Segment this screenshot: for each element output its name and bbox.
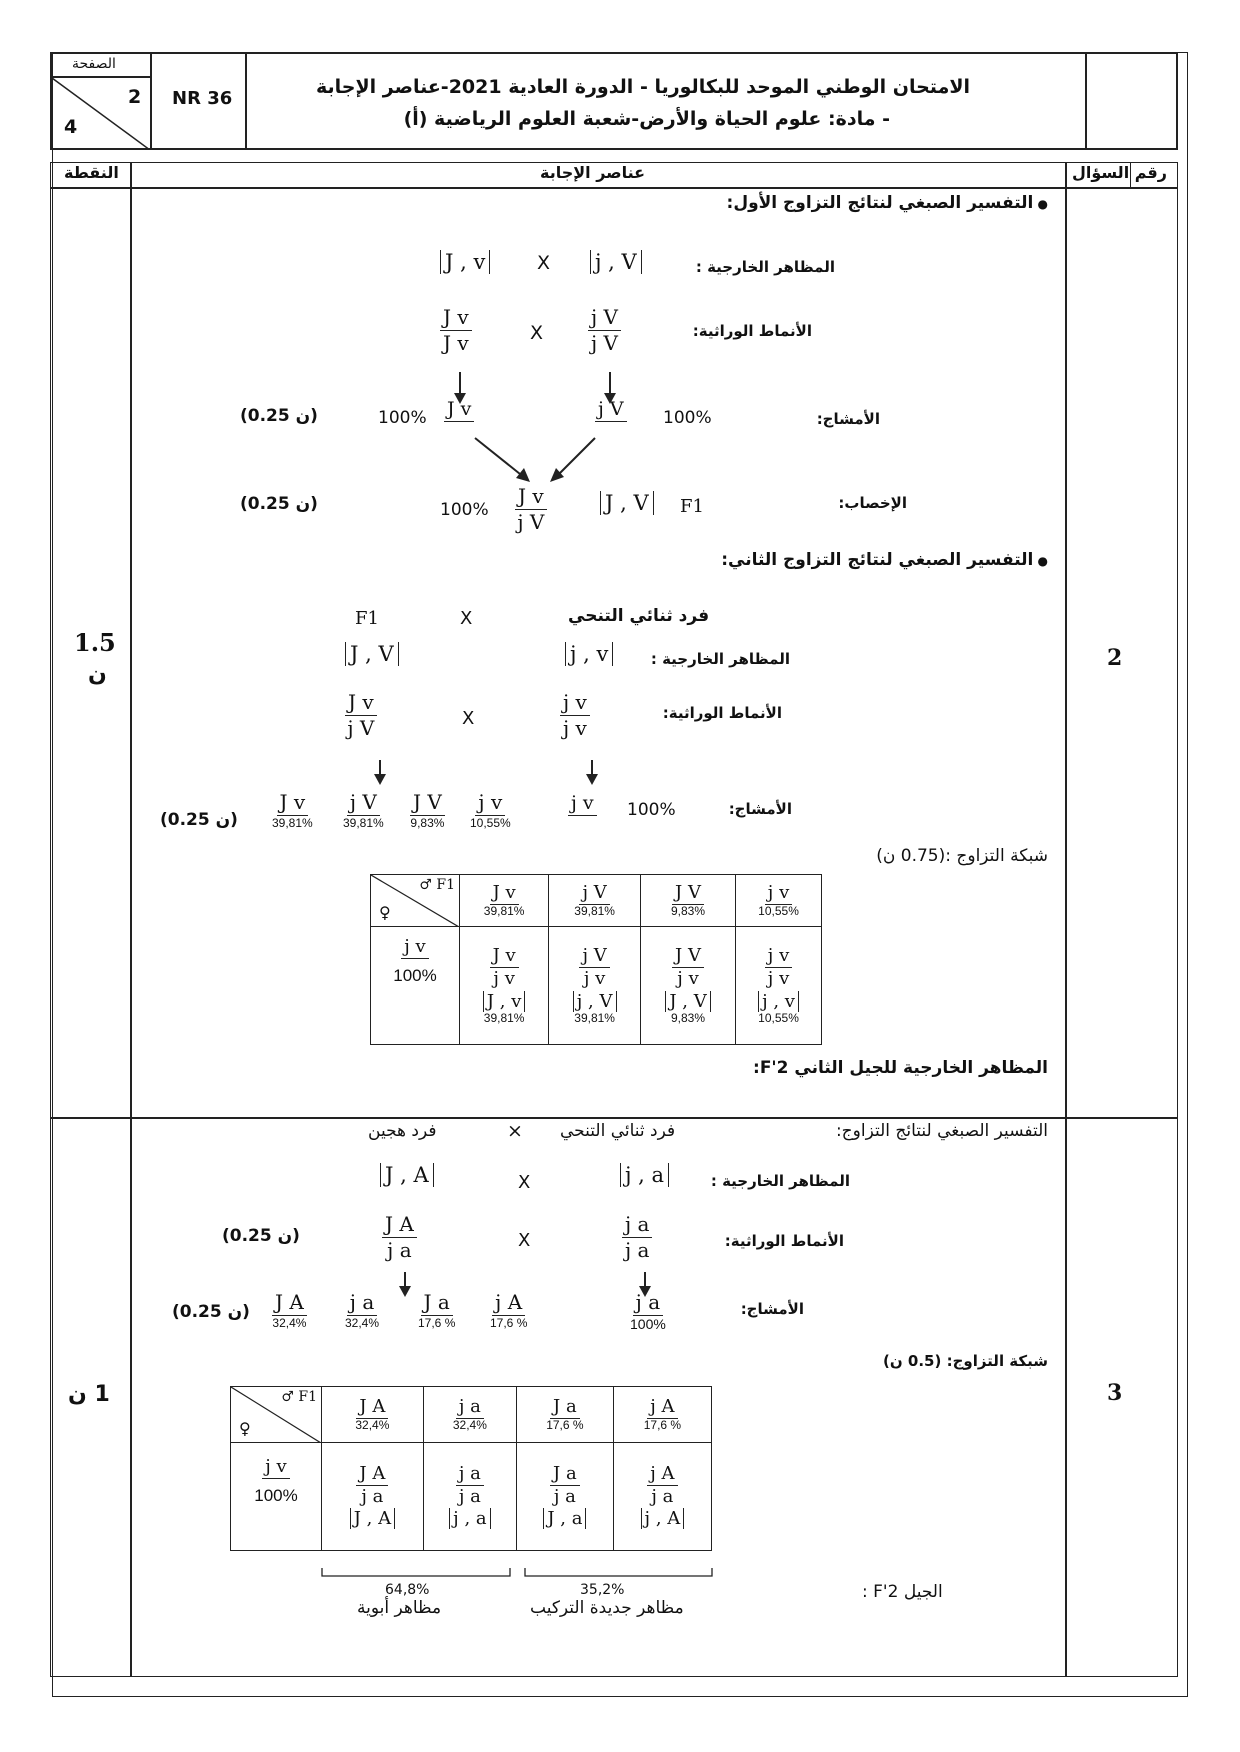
q3-hyb-gamete-4: j A 17,6 % <box>490 1290 528 1330</box>
q2-f1-gamete-2: j V 39,81% <box>343 790 384 830</box>
q3-hyb-label: فرد هجين <box>368 1121 437 1141</box>
q2-geno-label-2: الأنماط الوراثية: <box>662 704 782 722</box>
q3-pheno-label: المظاهر الخارجية : <box>710 1172 850 1190</box>
q3-score-gam: (0.25 ن) <box>172 1302 250 1322</box>
q2-gam1: J v <box>444 398 474 420</box>
q2-gametes-label: الأمشاج: <box>816 410 880 428</box>
q3-cross-sign-1: X <box>518 1172 531 1193</box>
q3-grid-col-1: J A 32,4% <box>322 1387 424 1443</box>
q2-gam2: j V <box>595 398 627 420</box>
col-points: النقطة <box>64 163 119 182</box>
q2-f1-geno-2: $\frac{\text{J v}}{\text{j V}}$ <box>345 692 377 739</box>
q2-f1-geno: $\frac{\text{J v}}{\text{j V}}$ <box>515 486 547 533</box>
q2-grid-col-4: j v 10,55% <box>736 875 822 927</box>
q2-cross1-heading: ● التفسير الصبغي لنتائج التزاوج الأول: <box>726 193 1048 213</box>
q2-punnett-grid <box>370 874 822 1045</box>
q2-f1-name: F1 <box>355 608 379 629</box>
q2-f1-pheno: J , V <box>600 491 654 515</box>
col-question: رقم السؤال <box>1072 163 1167 182</box>
q3-hyb-pheno: J , A <box>380 1163 434 1187</box>
q2-cross-sign-3: X <box>460 608 473 629</box>
q2-gametes-label-2: الأمشاج: <box>728 800 792 818</box>
q2-grid-col-2: j V 39,81% <box>549 875 641 927</box>
q2-f1-gamete-3: J V 9,83% <box>410 790 445 830</box>
q2-cross-sign-2: X <box>530 322 544 344</box>
q3-hyb-geno: $\frac{\text{J A}}{\text{j a}}$ <box>382 1214 417 1261</box>
q2-f1-pct: 100% <box>440 500 489 520</box>
q3-grid-col-2: j a 32,4% <box>423 1387 516 1443</box>
q2-cross-sign-4: X <box>462 708 475 729</box>
q3-cross-sign-2: X <box>518 1230 531 1251</box>
q2-tc-pheno: j , v <box>565 642 613 666</box>
q3-punnett-grid <box>230 1386 712 1551</box>
q3-parental-label: مظاهر أبوية <box>357 1598 442 1618</box>
q3-score-geno: (0.25 ن) <box>222 1226 300 1246</box>
q3-grid-label: شبكة التزاوج: (0.5 ن) <box>883 1352 1048 1370</box>
q3-grid-cell-4: j A j a j , A <box>613 1443 711 1551</box>
q3-recomb-label: مظاهر جديدة التركيب <box>530 1598 684 1618</box>
q2-grid-cell-4: j v j v j , v 10,55% <box>736 927 822 1045</box>
q2-score-gametes: (0.25 ن) <box>240 406 318 426</box>
q2-score-gam2: (0.25 ن) <box>160 810 238 830</box>
col-answers: عناصر الإجابة <box>540 163 646 182</box>
q2-tc-gamete-pct: 100% <box>627 800 676 820</box>
page-total: 4 <box>64 116 78 138</box>
q3-number: 3 <box>1107 1380 1123 1406</box>
q2-points: 1.5 <box>74 628 116 657</box>
q2-grid-corner: ♂ F1 ♀ <box>371 875 460 927</box>
q3-heading: التفسير الصبغي لنتائج التزاوج: <box>835 1121 1048 1141</box>
q2-grid-cell-2: j V j v j , V 39,81% <box>549 927 641 1045</box>
q2-p2-geno: $\frac{\text{j V}}{\text{j V}}$ <box>588 307 621 354</box>
q2-cross2-heading: ● التفسير الصبغي لنتائج التزاوج الثاني: <box>721 550 1048 570</box>
page-word: الصفحة <box>72 56 116 72</box>
q2-grid-cell-1: J v j v J , v 39,81% <box>460 927 549 1045</box>
q3-tc-geno: $\frac{\text{j a}}{\text{j a}}$ <box>622 1214 652 1261</box>
exam-code: NR 36 <box>172 88 233 109</box>
q2-tc-gamete: j v <box>568 792 597 814</box>
q2-p1-geno: $\frac{\text{J v}}{\text{J v}}$ <box>440 307 472 354</box>
q3-tc-pheno: j , a <box>620 1163 669 1187</box>
q3-grid-corner: ♂ F1 ♀ <box>231 1387 322 1443</box>
q2-p2-pheno: j , V <box>590 250 642 274</box>
q3-tc-label: فرد ثنائي التنحي <box>560 1121 676 1141</box>
q2-arrows-gametes <box>420 360 660 490</box>
q2-p1-pheno: J , v <box>440 250 490 274</box>
q3-recomb-pct: 35,2% <box>580 1582 625 1598</box>
q3-grid-col-3: J a 17,6 % <box>516 1387 613 1443</box>
q2-f1-gamete-1: J v 39,81% <box>272 790 313 830</box>
q2-arrows-gametes-2 <box>370 758 600 788</box>
q2-f2-label: المظاهر الخارجية للجيل الثاني F'2: <box>753 1058 1048 1078</box>
q3-hyb-gamete-1: J A 32,4% <box>272 1290 307 1330</box>
q2-fert-label: الإخصاب: <box>838 494 907 512</box>
q2-pheno-label-2: المظاهر الخارجية : <box>650 650 790 668</box>
q3-grid-cell-2: j a j a j , a <box>423 1443 516 1551</box>
q3-gametes-label: الأمشاج: <box>740 1300 804 1318</box>
q2-tc-geno: $\frac{\text{j v}}{\text{j v}}$ <box>560 692 590 739</box>
q3-grid-cell-1: J A j a J , A <box>322 1443 424 1551</box>
q2-cross-sign: X <box>537 252 551 274</box>
q2-f1-pheno-2: J , V <box>345 642 399 666</box>
q2-grid-label: شبكة التزاوج :(0.75 ن) <box>876 846 1048 866</box>
q3-grid-col-4: j A 17,6 % <box>613 1387 711 1443</box>
q2-points-unit: ن <box>88 662 107 687</box>
q3-hyb-gamete-3: J a 17,6 % <box>418 1290 456 1330</box>
q3-geno-label: الأنماط الوراثية: <box>724 1232 844 1250</box>
q2-grid-row-header: $\frac{\text{j v}}{100\%}$ <box>371 927 460 1045</box>
q3-braces <box>320 1566 720 1580</box>
page-num: 2 <box>128 86 142 108</box>
q2-gam1-pct: 100% <box>378 408 427 428</box>
q2-pheno-label: المظاهر الخارجية : <box>695 258 835 276</box>
q2-geno-label: الأنماط الوراثية: <box>692 322 812 340</box>
q3-cross-x: × <box>507 1120 523 1142</box>
q3-points: 1 ن <box>68 1382 110 1407</box>
q2-grid-cell-3: J V j v J , V 9,83% <box>640 927 735 1045</box>
q2-gam2-pct: 100% <box>663 408 712 428</box>
q3-grid-row-header: $\frac{\text{j v}}{100\%}$ <box>231 1443 322 1551</box>
q3-hyb-gamete-2: j a 32,4% <box>345 1290 380 1330</box>
q3-generation-label: الجيل F'2 : <box>862 1582 943 1602</box>
exam-title: الامتحان الوطني الموحد للبكالوريا - الدورة العادية 2021-عناصر الإجابة <box>316 76 970 98</box>
q2-score-fert: (0.25 ن) <box>240 494 318 514</box>
q3-grid-cell-3: J a j a J , a <box>516 1443 613 1551</box>
q2-grid-col-3: J V 9,83% <box>640 875 735 927</box>
q3-tc-gamete: j a 100% <box>630 1290 666 1332</box>
q2-f1-label: F1 <box>680 496 704 517</box>
exam-subject: - مادة: علوم الحياة والأرض-شعبة العلوم الرياضية (أ) <box>403 108 890 130</box>
q2-grid-col-1: J v 39,81% <box>460 875 549 927</box>
q2-f1-gamete-4: j v 10,55% <box>470 790 511 830</box>
q2-testcross-label: فرد ثنائي التنحي <box>568 606 710 626</box>
q3-parental-pct: 64,8% <box>385 1582 430 1598</box>
q2-number: 2 <box>1107 645 1123 671</box>
